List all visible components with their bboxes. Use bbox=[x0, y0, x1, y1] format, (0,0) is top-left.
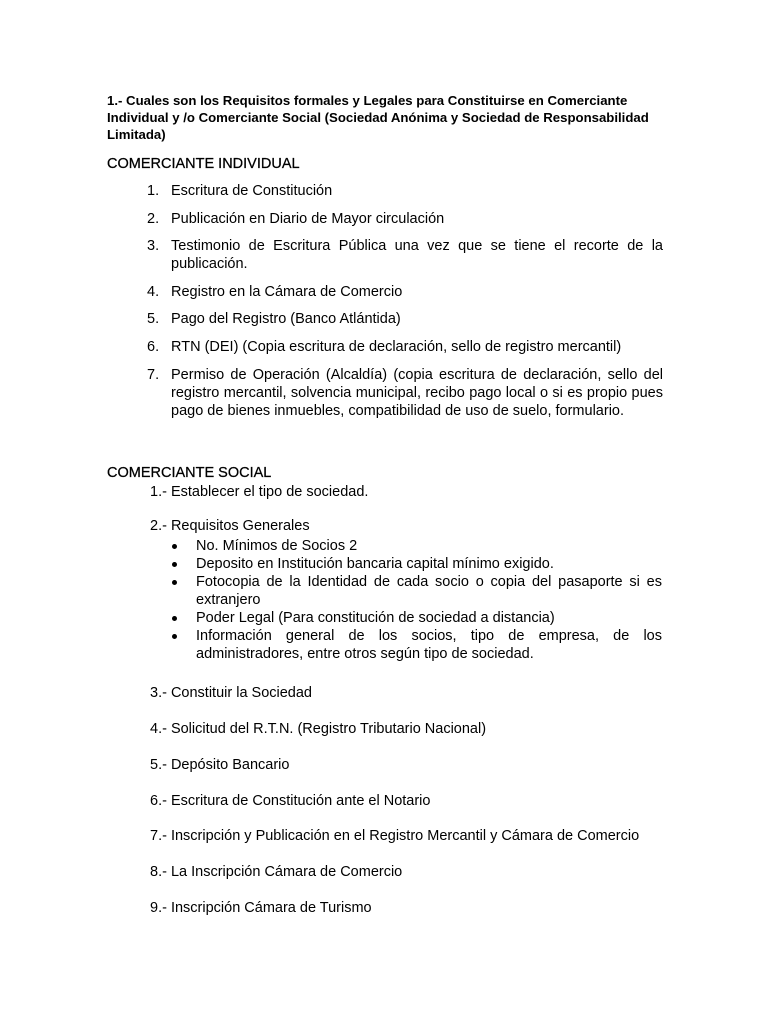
question-text: 1.- Cuales son los Requisitos formales y Legales para Constituirse en Comerciante Individual y /o Comerciante Social (Sociedad Anónima y Sociedad de Responsabilidad Limitada) bbox=[107, 93, 649, 142]
bullet-text: Deposito en Institución bancaria capital mínimo exigido. bbox=[196, 556, 554, 572]
list-item-number: 5. bbox=[147, 311, 160, 328]
question-title bbox=[107, 92, 663, 143]
bullet-item bbox=[150, 537, 662, 555]
general-requirements-list bbox=[150, 537, 662, 663]
social-step-2: 2.- Requisitos Generales bbox=[150, 518, 310, 534]
list-item bbox=[107, 338, 663, 356]
bullet-text: Información general de los socios, tipo de empresa, de los administradores, entre otros según tipo de sociedad. bbox=[196, 628, 662, 662]
list-item-text: Permiso de Operación (Alcaldía) (copia escritura de declaración, sello del registro mercantil, solvencia municipal, recibo pago local o si es propio pues pago de bienes inmuebles, compatibilidad de uso de suelo, formulario. bbox=[171, 366, 663, 419]
bullet-item bbox=[150, 609, 662, 627]
bullet-text: Fotocopia de la Identidad de cada socio o copia del pasaporte si es extranjero bbox=[196, 574, 662, 608]
social-step-6: 6.- Escritura de Constitución ante el Notario bbox=[150, 793, 431, 809]
bullet-dot-icon bbox=[172, 562, 177, 567]
bullet-dot-icon bbox=[172, 616, 177, 621]
list-item bbox=[107, 237, 663, 273]
list-item-text: Escritura de Constitución bbox=[171, 183, 333, 199]
bullet-dot-icon bbox=[172, 580, 177, 585]
social-step-9: 9.- Inscripción Cámara de Turismo bbox=[150, 900, 372, 916]
list-item-text: Pago del Registro (Banco Atlántida) bbox=[171, 311, 401, 328]
list-item-text: Testimonio de Escritura Pública una vez que se tiene el recorte de la publicación. bbox=[171, 238, 663, 273]
list-item-text: Publicación en Diario de Mayor circulación bbox=[171, 210, 445, 227]
social-step-3: 3.- Constituir la Sociedad bbox=[150, 685, 312, 701]
bullet-item bbox=[150, 573, 662, 609]
bullet-item bbox=[150, 627, 662, 663]
bullet-text: Poder Legal (Para constitución de sociedad a distancia) bbox=[196, 610, 555, 626]
social-step-7: 7.- Inscripción y Publicación en el Registro Mercantil y Cámara de Comercio bbox=[150, 828, 640, 844]
list-item bbox=[107, 310, 663, 328]
list-item-number: 2. bbox=[147, 210, 160, 227]
heading-comerciante-individual: COMERCIANTE INDIVIDUAL bbox=[107, 156, 300, 172]
list-item-number: 4. bbox=[147, 283, 160, 300]
list-item bbox=[107, 283, 663, 301]
list-item-number: 3. bbox=[147, 238, 160, 255]
heading-comerciante-social: COMERCIANTE SOCIAL bbox=[107, 465, 272, 481]
social-step-4: 4.- Solicitud del R.T.N. (Registro Tributario Nacional) bbox=[150, 721, 487, 737]
social-step-8: 8.- La Inscripción Cámara de Comercio bbox=[150, 864, 403, 880]
bullet-text: No. Mínimos de Socios 2 bbox=[196, 538, 358, 554]
list-item-text: Registro en la Cámara de Comercio bbox=[171, 283, 403, 300]
list-item-text: RTN (DEI) (Copia escritura de declaración, sello de registro mercantil) bbox=[171, 338, 622, 355]
bullet-dot-icon bbox=[172, 634, 177, 639]
list-item bbox=[107, 210, 663, 228]
list-item-number: 6. bbox=[147, 338, 160, 355]
list-item bbox=[107, 366, 663, 420]
individual-requirements-list bbox=[107, 182, 663, 429]
social-step-1: 1.- Establecer el tipo de sociedad. bbox=[150, 484, 369, 500]
bullet-item bbox=[150, 555, 662, 573]
bullet-dot-icon bbox=[172, 544, 177, 549]
list-item-number: 1. bbox=[147, 183, 160, 199]
list-item bbox=[107, 182, 663, 200]
social-step-5: 5.- Depósito Bancario bbox=[150, 757, 290, 773]
list-item-number: 7. bbox=[147, 366, 160, 383]
